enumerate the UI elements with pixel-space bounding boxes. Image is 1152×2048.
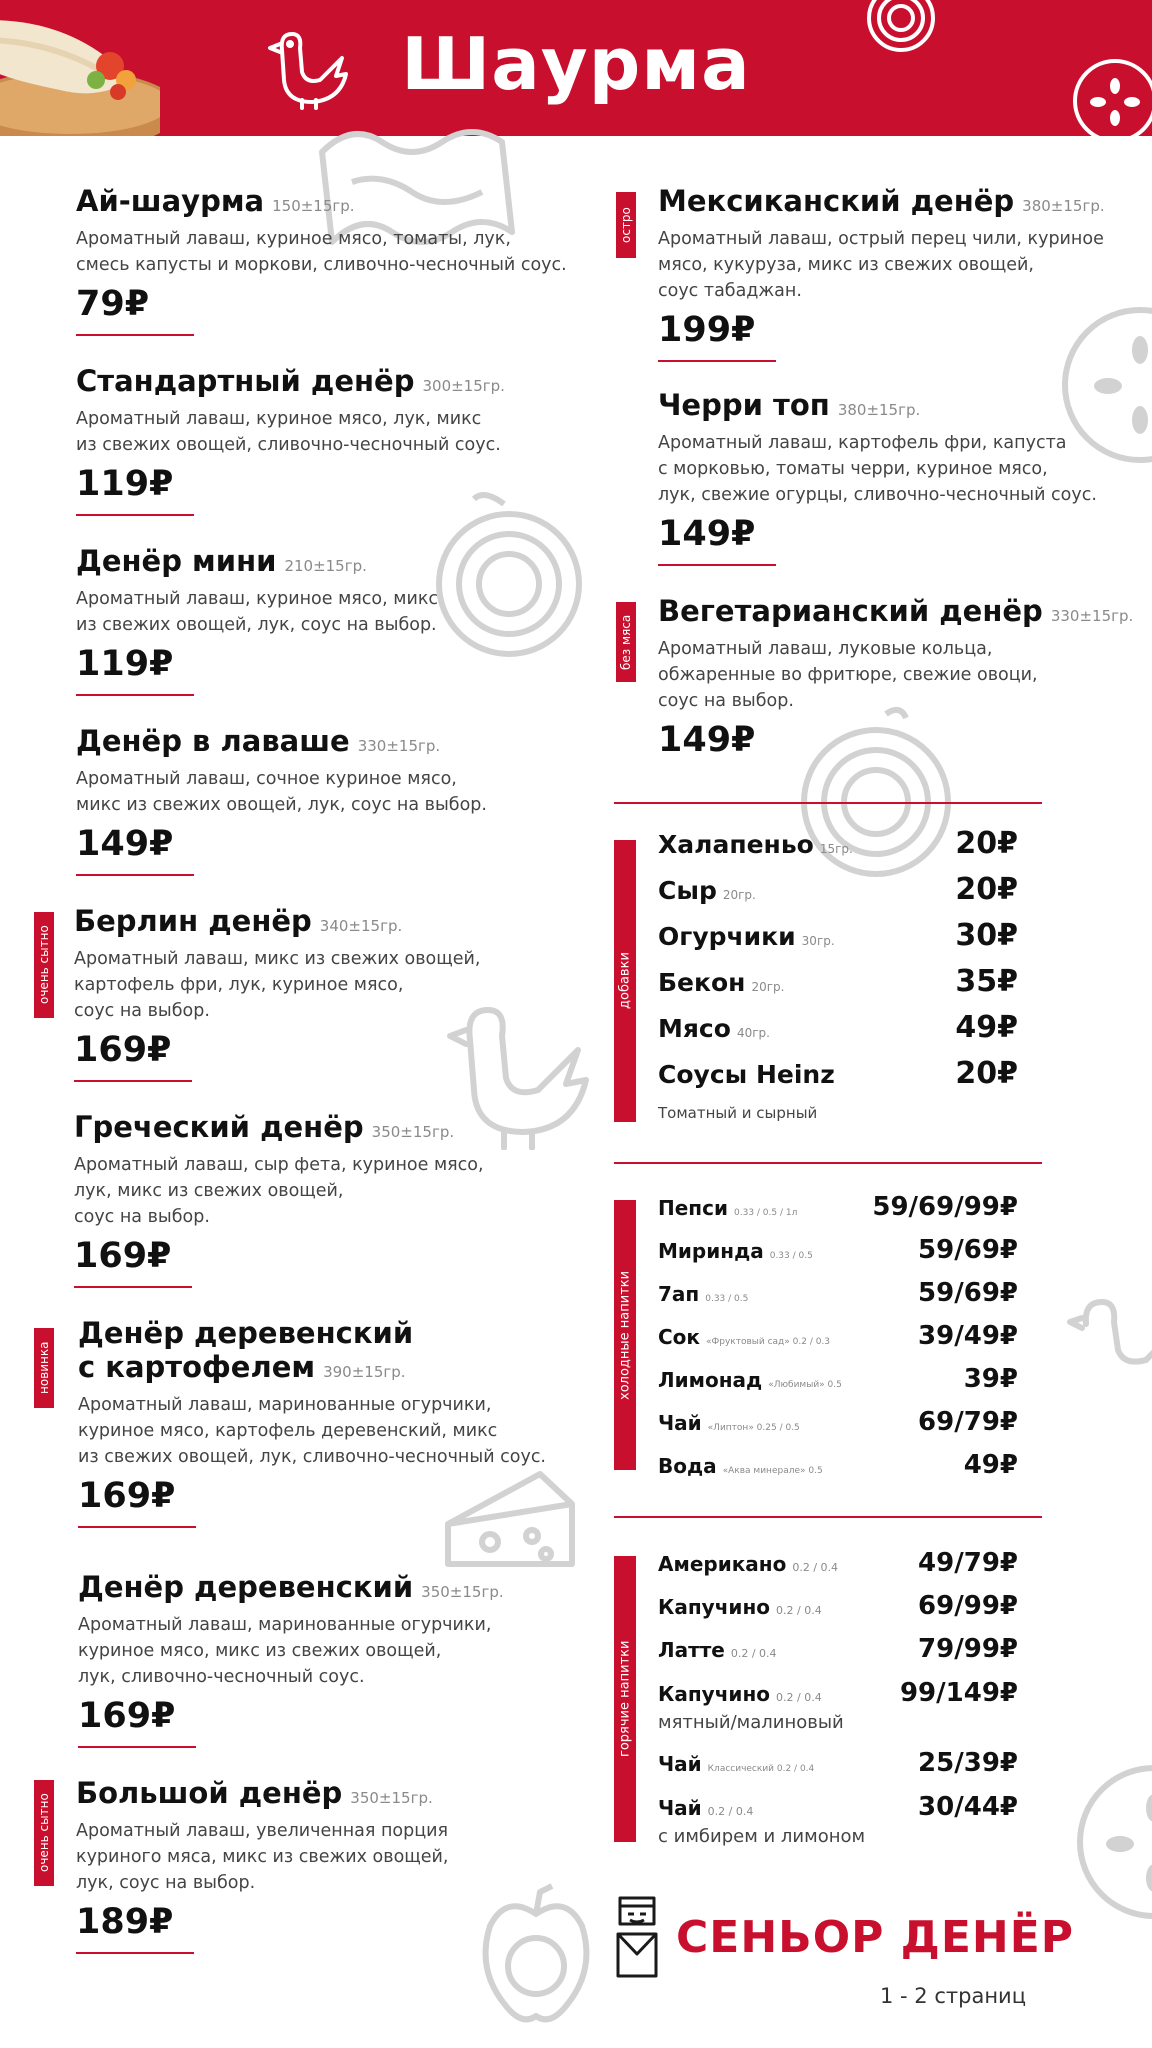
drink-row[interactable] <box>658 1634 1018 1674</box>
item-weight: 390±15гр. <box>323 1363 406 1381</box>
menu-item[interactable] <box>658 594 1133 760</box>
drink-row[interactable] <box>658 1192 1018 1232</box>
section-divider <box>614 802 1042 804</box>
onion-icon <box>862 0 940 58</box>
item-name: Греческий денёр 350±15гр. <box>74 1110 455 1144</box>
item-description: Ароматный лаваш, куриное мясо, лук, микс из свежих овощей, сливочно-чесночный соус. <box>76 409 501 455</box>
drink-name: Сок «Фруктовый сад» 0.2 / 0.3 <box>658 1325 831 1349</box>
divider <box>78 1746 196 1748</box>
divider <box>76 334 194 336</box>
addon-price: 20₽ <box>955 826 1018 861</box>
section-divider <box>614 1516 1042 1518</box>
divider <box>76 874 194 876</box>
addon-row[interactable] <box>658 826 1018 870</box>
item-description: Ароматный лаваш, луковые кольца, обжаренные во фритюре, свежие овоци, соус на выбор. <box>658 639 1038 711</box>
addon-name: Халапеньо 15гр. <box>658 830 853 859</box>
item-description: Ароматный лаваш, микс из свежих овощей, картофель фри, лук, куриное мясо, соус на выбор. <box>74 949 481 1021</box>
drink-name: Вода «Аква минерале» 0.5 <box>658 1454 823 1478</box>
divider <box>76 1952 194 1954</box>
menu-item[interactable] <box>78 1570 504 1748</box>
menu-item[interactable] <box>78 1316 546 1528</box>
drink-row[interactable] <box>658 1407 1018 1447</box>
brand-logo-icon <box>614 1894 660 1980</box>
tomato-slice-icon <box>1074 1752 1152 1932</box>
drink-price: 79/99₽ <box>918 1634 1018 1664</box>
drink-price: 39₽ <box>963 1364 1018 1394</box>
drink-volume: «Липтон» 0.25 / 0.5 <box>707 1423 800 1433</box>
drink-price: 25/39₽ <box>918 1748 1018 1778</box>
addon-weight: 20гр. <box>751 980 785 994</box>
item-name: Большой денёр 350±15гр. <box>76 1776 433 1810</box>
drink-volume: 0.2 / 0.4 <box>776 1691 822 1704</box>
drink-price: 99/149₽ <box>899 1678 1018 1708</box>
menu-item[interactable] <box>658 388 1097 566</box>
tag-very-filling: очень сытно <box>34 912 54 1018</box>
drink-name: Капучино 0.2 / 0.4 <box>658 1682 822 1706</box>
addon-price: 20₽ <box>955 1056 1018 1091</box>
item-name: Вегетарианский денёр 330±15гр. <box>658 594 1134 628</box>
item-name: Денёр в лаваше 330±15гр. <box>76 724 441 758</box>
divider <box>658 360 776 362</box>
drink-row[interactable] <box>658 1278 1018 1318</box>
divider <box>76 514 194 516</box>
addon-weight: 30гр. <box>801 934 835 948</box>
drink-volume: «Любимый» 0.5 <box>768 1380 842 1390</box>
item-weight: 210±15гр. <box>284 557 367 575</box>
drink-row[interactable] <box>658 1364 1018 1404</box>
addon-row[interactable] <box>658 1056 1018 1100</box>
item-description: Ароматный лаваш, маринованные огурчики, куриное мясо, картофель деревенский, микс из свежих овощей, лук, сливочно-чесночный соус. <box>78 1395 546 1467</box>
item-price: 149₽ <box>76 824 174 864</box>
addon-row[interactable] <box>658 1010 1018 1054</box>
drink-name: Чай 0.2 / 0.4 <box>658 1796 754 1820</box>
menu-item[interactable] <box>76 724 487 876</box>
item-price: 79₽ <box>76 284 150 324</box>
drink-row[interactable] <box>658 1591 1018 1631</box>
menu-item[interactable] <box>76 364 505 516</box>
item-description: Ароматный лаваш, маринованные огурчики, куриное мясо, микс из свежих овощей, лук, сливочно-чесночный соус. <box>78 1615 492 1687</box>
apple-icon <box>476 1880 596 2030</box>
item-price: 189₽ <box>76 1902 174 1942</box>
drink-volume: Классический 0.2 / 0.4 <box>707 1764 815 1774</box>
drink-row[interactable] <box>658 1548 1018 1588</box>
drink-row[interactable] <box>658 1678 1018 1742</box>
drink-name: Капучино 0.2 / 0.4 <box>658 1595 822 1619</box>
addon-name: Соусы Heinz <box>658 1060 835 1089</box>
item-name: Мексиканский денёр 380±15гр. <box>658 184 1105 218</box>
drink-volume: 0.33 / 0.5 <box>769 1251 813 1261</box>
drink-name: Миринда 0.33 / 0.5 <box>658 1239 813 1263</box>
item-description: Ароматный лаваш, картофель фри, капуста с морковью, томаты черри, куриное мясо, лук, свежие огурцы, сливочно-чесночный соус. <box>658 433 1097 505</box>
addon-name: Огурчики 30гр. <box>658 922 835 951</box>
menu-item[interactable] <box>74 1110 484 1288</box>
divider <box>74 1080 192 1082</box>
addon-name: Сыр 20гр. <box>658 876 756 905</box>
addons-list <box>658 826 1018 1130</box>
item-weight: 300±15гр. <box>422 377 505 395</box>
addon-row[interactable] <box>658 964 1018 1008</box>
item-description: Ароматный лаваш, сочное куриное мясо, микс из свежих овощей, лук, соус на выбор. <box>76 769 487 815</box>
drink-price: 30/44₽ <box>918 1792 1018 1822</box>
addon-price: 30₽ <box>955 918 1018 953</box>
drink-row[interactable] <box>658 1748 1018 1788</box>
item-name: Денёр мини 210±15гр. <box>76 544 367 578</box>
menu-item[interactable] <box>76 544 438 696</box>
divider <box>76 694 194 696</box>
drink-name: Пепси 0.33 / 0.5 / 1л <box>658 1196 798 1220</box>
item-name: Стандартный денёр 300±15гр. <box>76 364 505 398</box>
addon-name: Мясо 40гр. <box>658 1014 770 1043</box>
drink-volume: «Фруктовый сад» 0.2 / 0.3 <box>706 1337 831 1347</box>
item-weight: 350±15гр. <box>350 1789 433 1807</box>
drink-volume: «Аква минерале» 0.5 <box>722 1466 823 1476</box>
addon-footnote: Томатный и сырный <box>658 1104 818 1122</box>
item-name: Денёр деревенский <box>78 1316 414 1350</box>
drink-price: 59/69₽ <box>918 1278 1018 1308</box>
cold-drinks-label: холодные напитки <box>614 1200 636 1470</box>
item-price: 199₽ <box>658 310 756 350</box>
drink-row[interactable] <box>658 1235 1018 1275</box>
header-banner <box>0 0 1152 136</box>
tag-spicy: остро <box>616 192 636 258</box>
chicken-icon <box>1066 1284 1152 1414</box>
drink-name: Лимонад «Любимый» 0.5 <box>658 1368 842 1392</box>
menu-item[interactable] <box>76 1776 448 1954</box>
item-description: Ароматный лаваш, куриное мясо, микс из свежих овощей, лук, соус на выбор. <box>76 589 439 635</box>
item-price: 119₽ <box>76 644 174 684</box>
item-weight: 350±15гр. <box>371 1123 455 1141</box>
item-price: 149₽ <box>658 720 756 760</box>
item-weight: 340±15гр. <box>319 917 403 935</box>
brand-name: СЕНЬОР ДЕНЁР <box>676 1912 1075 1963</box>
addon-price: 49₽ <box>955 1010 1018 1045</box>
drink-volume: 0.2 / 0.4 <box>792 1561 839 1574</box>
item-name: Черри топ 380±15гр. <box>658 388 921 422</box>
drink-volume: 0.2 / 0.4 <box>776 1604 822 1617</box>
item-weight: 380±15гр. <box>837 401 921 419</box>
addon-weight: 15гр. <box>819 842 853 856</box>
drink-price: 59/69₽ <box>918 1235 1018 1265</box>
item-description: Ароматный лаваш, острый перец чили, куриное мясо, кукуруза, микс из свежих овощей, соус табаджан. <box>658 229 1104 301</box>
drink-price: 69/79₽ <box>918 1407 1018 1437</box>
menu-item[interactable] <box>658 184 1105 362</box>
drink-volume: 0.33 / 0.5 / 1л <box>734 1208 798 1218</box>
item-weight: 380±15гр. <box>1022 197 1105 215</box>
drink-row[interactable] <box>658 1450 1018 1490</box>
drink-name: Латте 0.2 / 0.4 <box>658 1638 777 1662</box>
drink-price: 69/99₽ <box>918 1591 1018 1621</box>
tag-meatless: без мяса <box>616 602 636 682</box>
tag-new: новинка <box>34 1328 54 1408</box>
drink-flavor: мятный/малиновый <box>658 1712 844 1733</box>
addon-price: 35₽ <box>955 964 1018 999</box>
item-weight: 330±15гр. <box>1050 607 1134 625</box>
drink-name: Чай «Липтон» 0.25 / 0.5 <box>658 1411 800 1435</box>
addon-row[interactable] <box>658 918 1018 962</box>
addons-label: добавки <box>614 840 636 1122</box>
hot-drinks-label: горячие напитки <box>614 1556 636 1842</box>
item-price: 119₽ <box>76 464 174 504</box>
page-count: 1 - 2 страниц <box>880 1984 1026 2008</box>
drink-row[interactable] <box>658 1321 1018 1361</box>
item-name: Денёр деревенский 350±15гр. <box>78 1570 504 1604</box>
drink-name: Американо 0.2 / 0.4 <box>658 1552 839 1576</box>
item-description: Ароматный лаваш, сыр фета, куриное мясо, лук, микс из свежих овощей, соус на выбор. <box>74 1155 484 1227</box>
drink-volume: 0.33 / 0.5 <box>705 1294 749 1304</box>
hot-drinks-list <box>658 1548 1018 1852</box>
menu-item[interactable] <box>74 904 480 1082</box>
addon-row[interactable] <box>658 872 1018 916</box>
drink-row[interactable] <box>658 1792 1018 1856</box>
page-title: Шаурма <box>401 22 751 106</box>
tag-very-filling: очень сытно <box>34 1780 54 1886</box>
item-price: 169₽ <box>78 1696 176 1736</box>
divider <box>74 1286 192 1288</box>
addon-name: Бекон 20гр. <box>658 968 785 997</box>
item-weight: 330±15гр. <box>357 737 441 755</box>
menu-item[interactable] <box>76 184 567 336</box>
divider <box>78 1526 196 1528</box>
divider <box>658 564 776 566</box>
item-price: 169₽ <box>78 1476 176 1516</box>
drink-flavor: с имбирем и лимоном <box>658 1826 866 1847</box>
item-name: Ай-шаурма 150±15гр. <box>76 184 355 218</box>
item-name: Берлин денёр 340±15гр. <box>74 904 403 938</box>
item-weight: 150±15гр. <box>272 197 355 215</box>
drink-price: 49/79₽ <box>918 1548 1018 1578</box>
addon-weight: 40гр. <box>736 1026 770 1040</box>
drink-price: 59/69/99₽ <box>872 1192 1018 1222</box>
item-price: 149₽ <box>658 514 756 554</box>
drink-name: Чай Классический 0.2 / 0.4 <box>658 1752 815 1776</box>
item-price: 169₽ <box>74 1030 172 1070</box>
drink-price: 49₽ <box>963 1450 1018 1480</box>
drink-name: 7ап 0.33 / 0.5 <box>658 1282 749 1306</box>
item-price: 169₽ <box>74 1236 172 1276</box>
drink-volume: 0.2 / 0.4 <box>707 1805 754 1818</box>
section-divider <box>614 1162 1042 1164</box>
drink-volume: 0.2 / 0.4 <box>730 1647 777 1660</box>
addon-weight: 20гр. <box>722 888 756 902</box>
cold-drinks-list <box>658 1192 1018 1486</box>
item-description: Ароматный лаваш, увеличенная порция куриного мяса, микс из свежих овощей, лук, соус на выбор. <box>76 1821 449 1893</box>
item-name-line-2: с картофелем 390±15гр. <box>78 1350 406 1384</box>
item-description: Ароматный лаваш, куриное мясо, томаты, лук, смесь капусты и моркови, сливочно-чесночный соус. <box>76 229 567 275</box>
addon-price: 20₽ <box>955 872 1018 907</box>
drink-price: 39/49₽ <box>918 1321 1018 1351</box>
item-weight: 350±15гр. <box>421 1583 504 1601</box>
tomato-slice-icon <box>1070 56 1152 136</box>
